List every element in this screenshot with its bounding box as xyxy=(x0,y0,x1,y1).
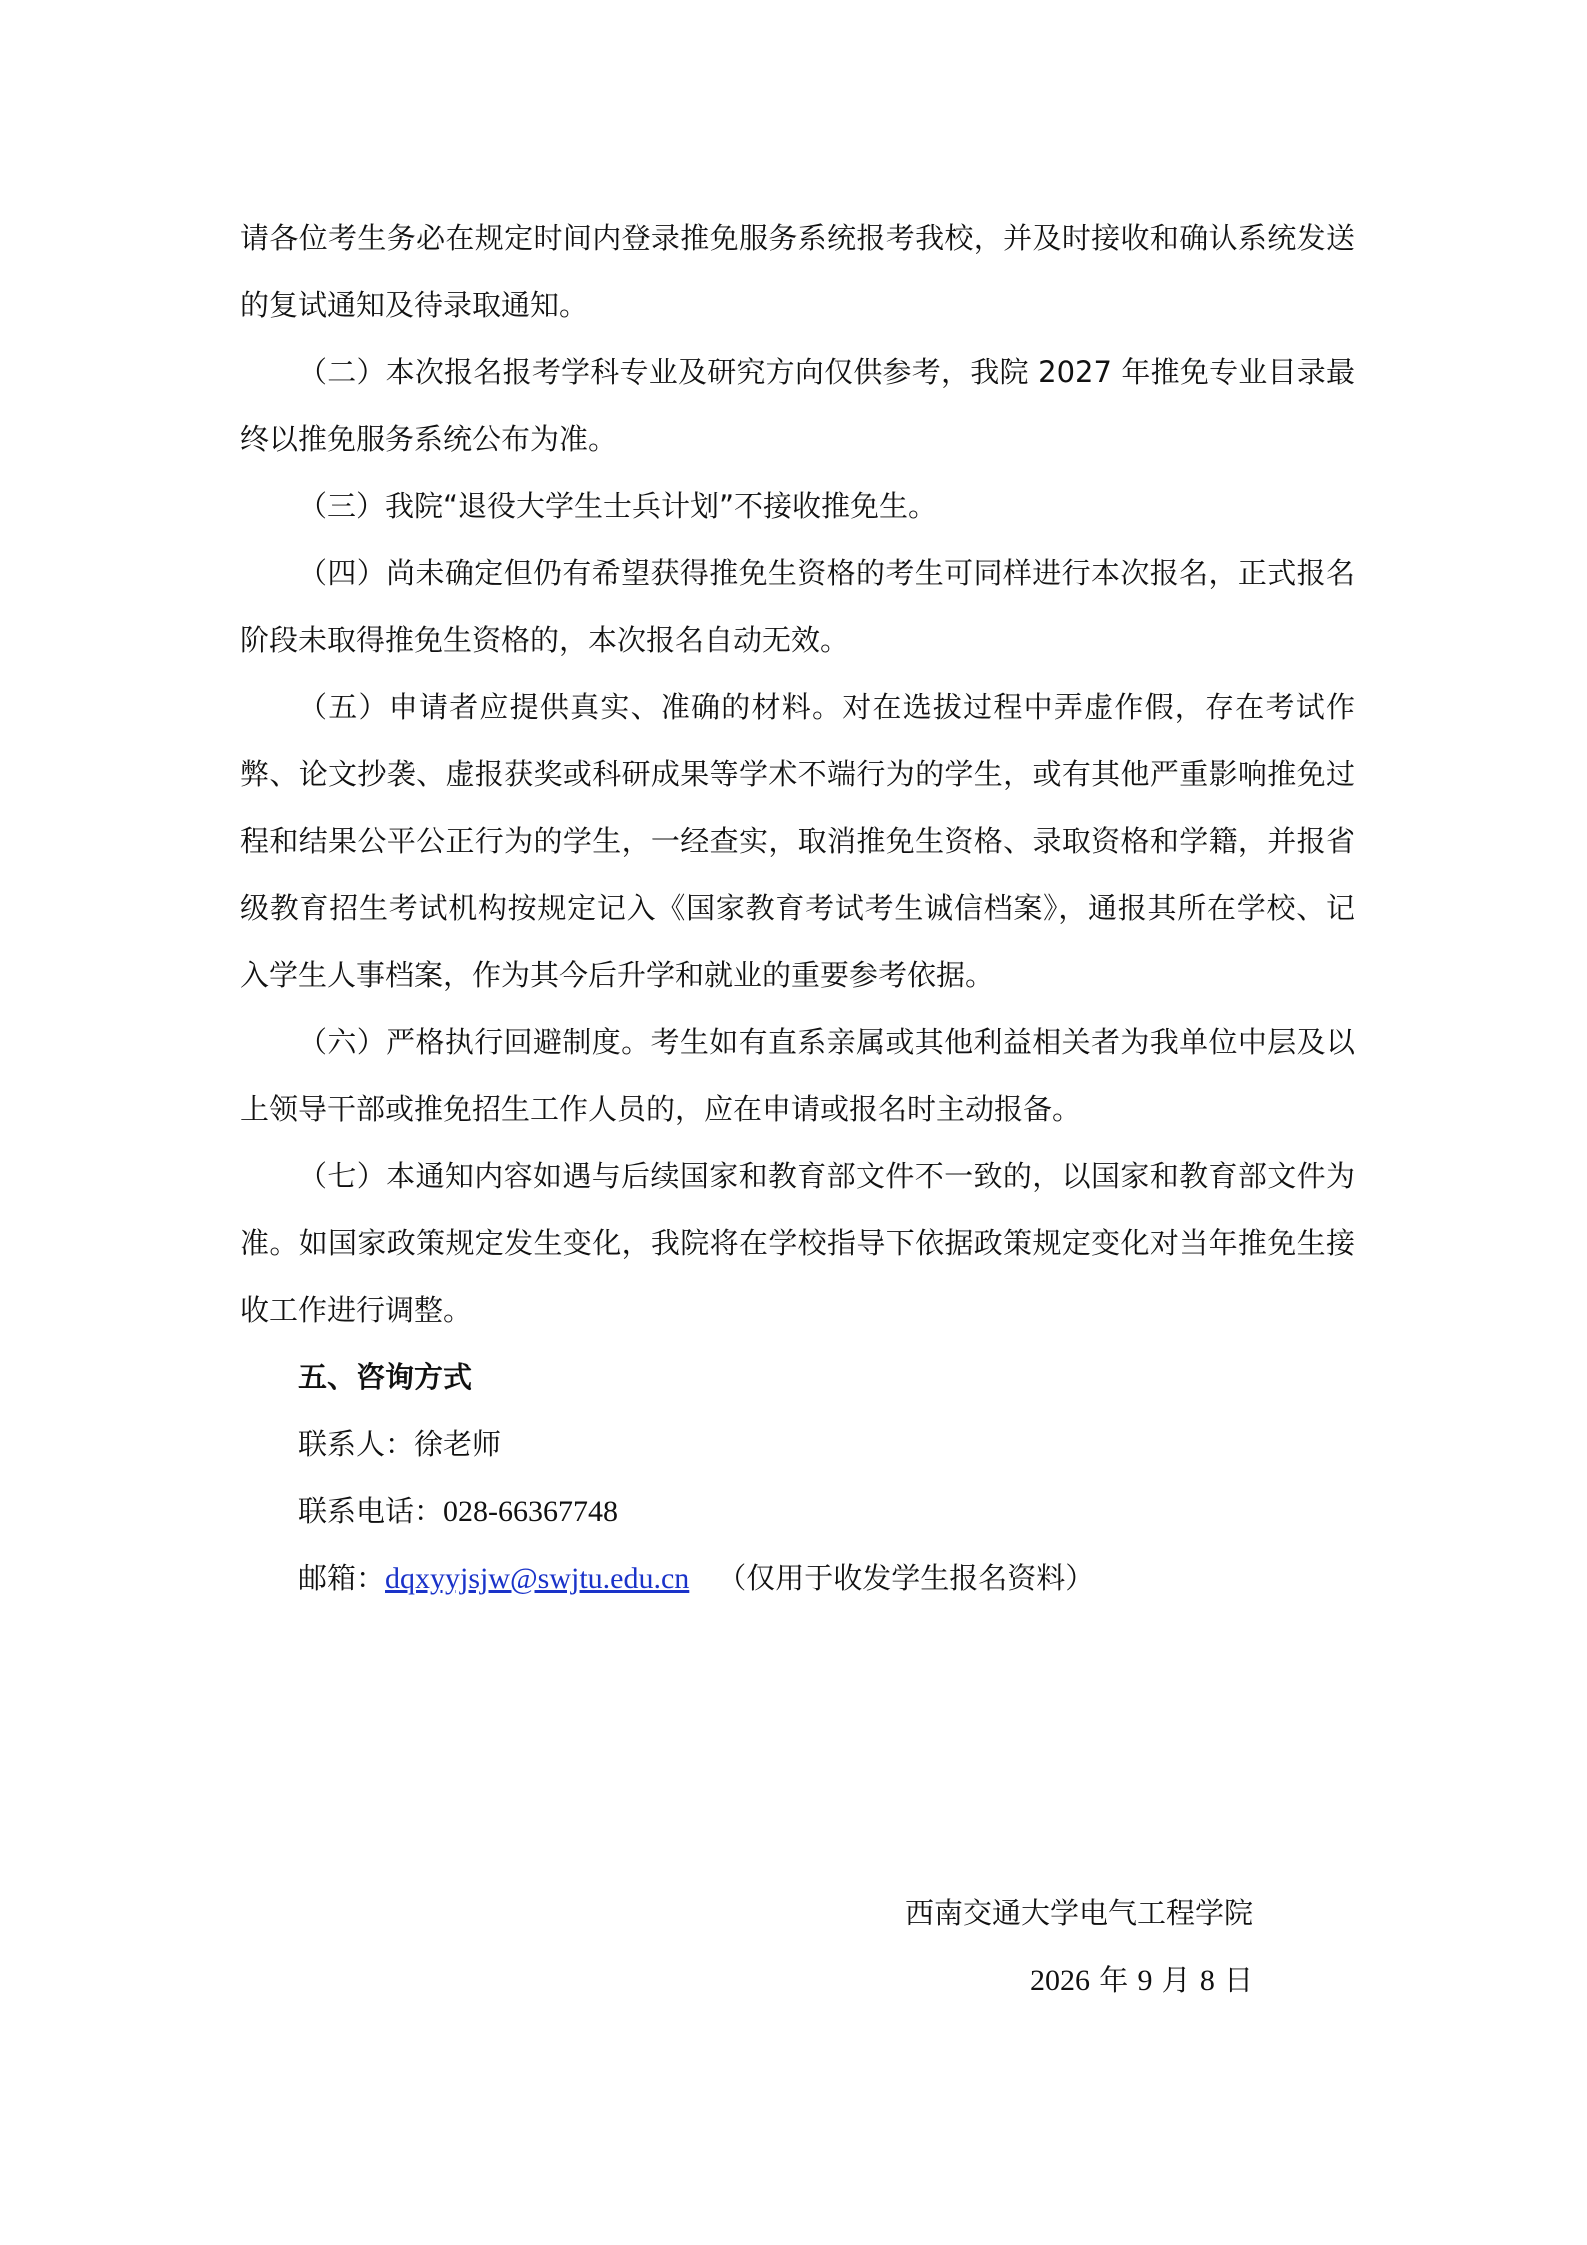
section-heading-consult: 五、咨询方式 xyxy=(298,1360,473,1394)
date-year: 2026 xyxy=(1030,1964,1090,1997)
paragraph-continuation: 请各位考生务必在规定时间内登录推免服务系统报考我校，并及时接收和确认系统发送的复试通知及待录取通知。 xyxy=(240,221,1355,322)
contact-person-label: 联系人： xyxy=(298,1427,415,1461)
paragraph-item-3: （三）我院“退役大学生士兵计划”不接收推免生。 xyxy=(298,489,938,523)
contact-email-link[interactable]: dqxyyjsjw@swjtu.edu.cn xyxy=(385,1562,690,1595)
contact-phone-label: 联系电话： xyxy=(298,1494,444,1528)
contact-email-label: 邮箱： xyxy=(298,1561,386,1595)
date-month: 9 xyxy=(1137,1964,1153,1997)
contact-person-name: 徐老师 xyxy=(414,1427,502,1461)
signature-organization: 西南交通大学电气工程学院 xyxy=(905,1896,1254,1930)
paragraph-item-6: （六）严格执行回避制度。考生如有直系亲属或其他利益相关者为我单位中层及以上领导干部或推免招生工作人员的，应在申请或报名时主动报备。 xyxy=(240,1025,1355,1126)
date-day: 8 xyxy=(1199,1964,1215,1997)
contact-phone-line xyxy=(240,1478,1355,1545)
document-date xyxy=(1030,1947,1253,2014)
paragraph-item-2: （二）本次报名报考学科专业及研究方向仅供参考，我院 2027 年推免专业目录最终以推免服务系统公布为准。 xyxy=(240,355,1355,456)
contact-email-note: （仅用于收发学生报名资料） xyxy=(717,1561,1095,1595)
contact-email-line xyxy=(240,1545,1355,1612)
contact-person-line xyxy=(240,1411,1355,1478)
date-day-unit: 日 xyxy=(1214,1963,1254,1997)
paragraph-item-4: （四）尚未确定但仍有希望获得推免生资格的考生可同样进行本次报名，正式报名阶段未取得推免生资格的，本次报名自动无效。 xyxy=(240,556,1355,657)
document-body xyxy=(240,205,1355,1612)
paragraph-item-5: （五）申请者应提供真实、准确的材料。对在选拔过程中弄虚作假，存在考试作弊、论文抄袭、虚报获奖或科研成果等学术不端行为的学生，或有其他严重影响推免过程和结果公平公正行为的学生，一经查实，取消推免生资格、录取资格和学籍，并报省级教育招生考试机构按规定记入《国家教育考试考生诚信档案》，通报其所在学校、记入学生人事档案，作为其今后升学和就业的重要参考依据。 xyxy=(240,690,1355,992)
paragraph-item-7: （七）本通知内容如遇与后续国家和教育部文件不一致的，以国家和教育部文件为准。如国家政策规定发生变化，我院将在学校指导下依据政策规定变化对当年推免生接收工作进行调整。 xyxy=(240,1159,1355,1327)
date-year-unit: 年 xyxy=(1090,1963,1138,1997)
contact-phone-number: 028-66367748 xyxy=(443,1495,619,1528)
date-month-unit: 月 xyxy=(1152,1963,1200,1997)
